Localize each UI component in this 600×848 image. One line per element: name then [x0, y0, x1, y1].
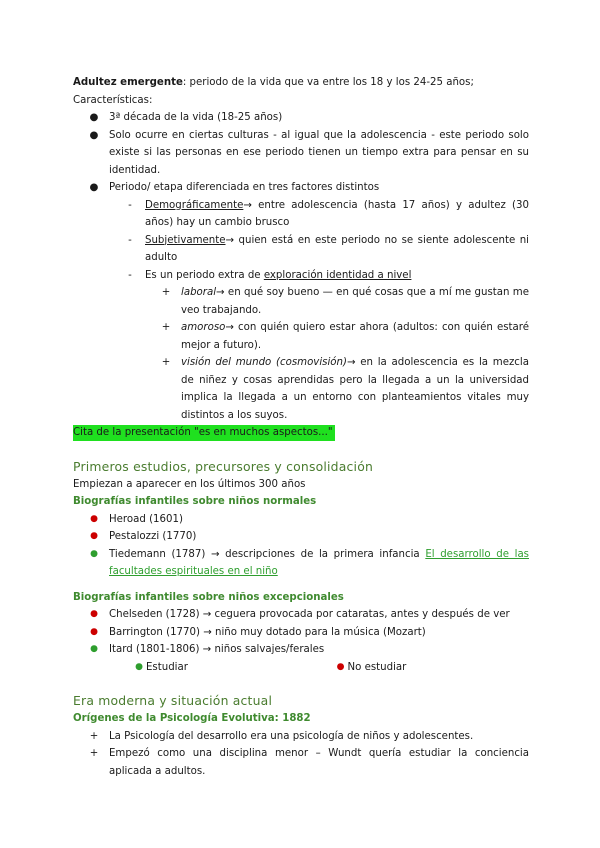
subfactor-item: + visión del mundo (cosmovisión)→ en la adolescencia es la mezcla de niñez y cosas aprendidas pero la llegada a un la universidad implica la llegada a un entorno con planteamientos vitales muy distintos a los suyos.: [73, 354, 529, 424]
factor-item: - Subjetivamente→ quien está en este periodo no se siente adolescente ni adulto: [73, 232, 529, 267]
list-item: ● Periodo/ etapa diferenciada en tres factores distintos: [73, 179, 529, 197]
list-item: ● Tiedemann (1787) → descripciones de la primera infancia El desarrollo de las facultades espirituales en el niño: [73, 546, 529, 581]
list-item: ● Heroad (1601): [73, 511, 529, 529]
section-subtitle: Empiezan a aparecer en los últimos 300 años: [73, 478, 306, 490]
factor-item: - Demográficamente→ entre adolescencia (hasta 17 años) y adultez (30 años) hay un cambio brusco: [73, 197, 529, 232]
factor-item: - Es un periodo extra de exploración identidad a nivel: [73, 267, 529, 285]
list-item: + La Psicología del desarrollo era una psicología de niños y adolescentes.: [73, 728, 529, 746]
dash-icon: -: [128, 199, 132, 211]
plus-icon: +: [161, 357, 171, 368]
list-item: + Empezó como una disciplina menor – Wundt quería estudiar la conciencia aplicada a adultos.: [73, 745, 529, 780]
term-definition: : periodo de la vida que va entre los 18 y los 24-25 años;: [182, 77, 474, 88]
green-bullet-icon: ●: [135, 661, 143, 672]
dash-icon: -: [128, 234, 132, 246]
highlight-quote-row: [73, 424, 529, 442]
subfactor-item: + laboral→ en qué soy bueno — en qué cosas que a mí me gustan me veo trabajando.: [73, 284, 529, 319]
no-estudiar-item: ● No estudiar: [334, 659, 530, 677]
section-title-era-moderna: Era moderna y situación actual: [73, 693, 273, 708]
section-title-primeros-estudios: Primeros estudios, precursores y consolidación: [73, 458, 374, 474]
document-page: [73, 74, 529, 780]
intro-line: [73, 74, 529, 92]
red-bullet-icon: ●: [90, 609, 98, 619]
plus-icon: +: [89, 748, 99, 759]
list-item: ● Pestalozzi (1770): [73, 528, 529, 546]
green-bullet-icon: ●: [90, 644, 98, 654]
caracteristicas-label: Características:: [73, 94, 153, 106]
term-adultez-emergente: Adultez emergente: [73, 77, 183, 88]
plus-icon: +: [161, 322, 171, 333]
subfactor-item: + amoroso→ con quién quiero estar ahora (adultos: con quién estaré mejor a futuro).: [73, 319, 529, 354]
bullet-icon: ●: [89, 182, 99, 193]
red-bullet-icon: ●: [90, 531, 98, 541]
bullet-icon: ●: [89, 129, 99, 141]
list-item: ● Barrington (1770) → niño muy dotado para la música (Mozart): [73, 624, 529, 642]
heading-origenes: Orígenes de la Psicología Evolutiva: 1882: [73, 713, 311, 724]
list-item: ● 3ª década de la vida (18-25 años): [73, 109, 529, 127]
dash-icon: -: [128, 269, 132, 281]
list-item: ● Itard (1801-1806) → niños salvajes/ferales: [73, 641, 529, 659]
heading-ninos-normales: Biografías infantiles sobre niños normales: [73, 496, 317, 507]
plus-icon: +: [89, 730, 99, 742]
plus-icon: +: [161, 287, 171, 298]
red-bullet-icon: ●: [90, 513, 98, 524]
heading-ninos-excepcionales: Biografías infantiles sobre niños excepcionales: [73, 591, 344, 603]
bullet-icon: ●: [89, 112, 99, 123]
list-item: ● Solo ocurre en ciertas culturas - al igual que la adolescencia - este periodo solo existe si las personas en ese periodo tienen un tiempo extra para pensar en su identidad.: [73, 127, 529, 180]
red-bullet-icon: ●: [90, 626, 98, 637]
list-item: ● Chelseden (1728) → ceguera provocada por cataratas, antes y después de ver: [73, 606, 529, 624]
highlight-quote: Cita de la presentación "es en muchos aspectos...": [73, 425, 335, 441]
red-bullet-icon: ●: [336, 661, 345, 672]
green-bullet-icon: ●: [90, 548, 98, 559]
link-desarrollo-facultades[interactable]: El desarrollo de las facultades espirituales en el niño: [109, 548, 529, 577]
estudiar-columns: [73, 659, 529, 677]
estudiar-item: ● Estudiar: [132, 659, 328, 677]
